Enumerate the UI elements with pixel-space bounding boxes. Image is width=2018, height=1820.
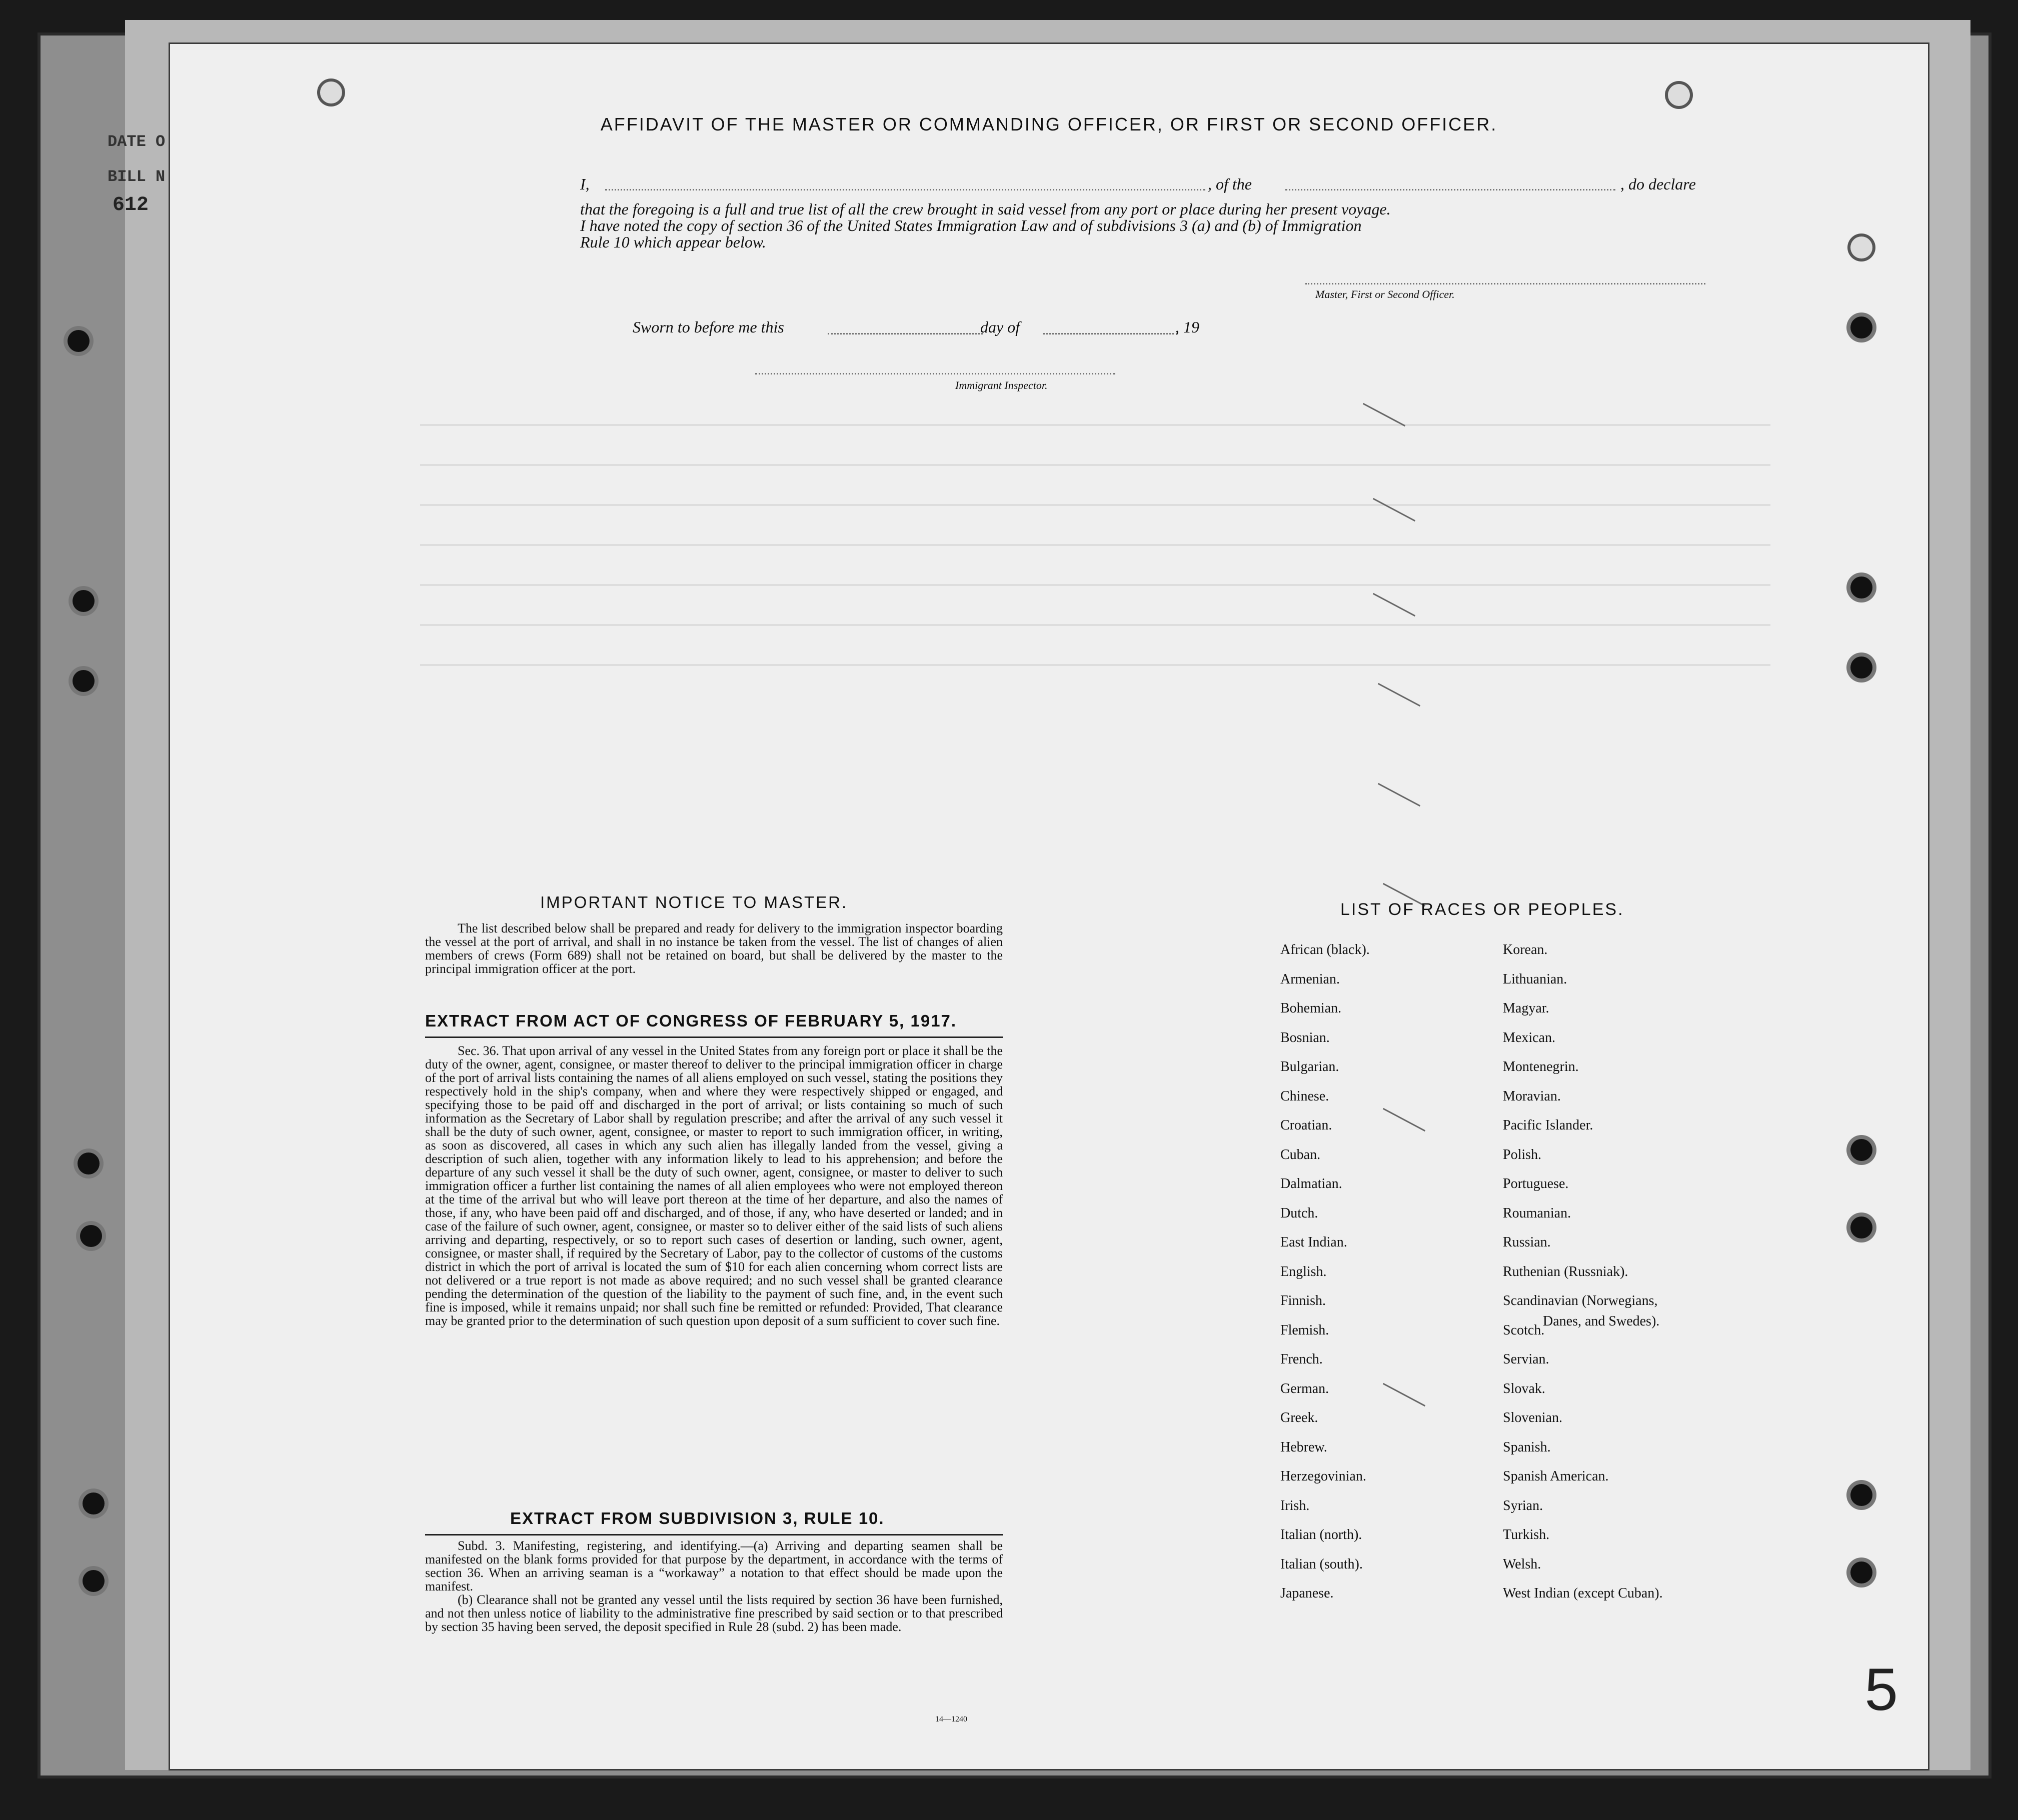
race-item: Roumanian. xyxy=(1503,1205,1571,1221)
race-item: Syrian. xyxy=(1503,1498,1543,1514)
race-item: Herzegovinian. xyxy=(1280,1468,1366,1484)
punch-hole xyxy=(73,590,95,612)
heading-rule xyxy=(425,1036,1003,1038)
punch-hole xyxy=(78,1152,100,1174)
affidavit-line-2: that the foregoing is a full and true list of all the crew brought in said vessel from any port or place during her present voyage. xyxy=(580,200,1391,218)
extract-act-body xyxy=(425,1044,1003,1328)
punch-hole xyxy=(1850,236,1872,258)
faint-row xyxy=(420,544,1770,546)
race-item: Welsh. xyxy=(1503,1556,1541,1572)
race-item: Korean. xyxy=(1503,942,1548,958)
tick-mark xyxy=(1383,1108,1425,1132)
races-column-1 xyxy=(1280,942,1370,1616)
punch-hole xyxy=(68,330,90,352)
race-item: Armenian. xyxy=(1280,971,1340,987)
extract-rule-heading: EXTRACT FROM SUBDIVISION 3, RULE 10. xyxy=(510,1509,885,1528)
extract-act-heading: EXTRACT FROM ACT OF CONGRESS OF FEBRUARY 5, 1917. xyxy=(425,1012,957,1030)
race-item: Scotch. xyxy=(1503,1322,1545,1338)
race-item: Russian. xyxy=(1503,1234,1551,1250)
affidavit-title: AFFIDAVIT OF THE MASTER OR COMMANDING OFFICER, OR FIRST OR SECOND OFFICER. xyxy=(600,114,1498,134)
vessel-blank xyxy=(1285,189,1615,190)
tick-mark xyxy=(1373,498,1415,522)
inspector-line xyxy=(755,373,1115,374)
race-item: Flemish. xyxy=(1280,1322,1329,1338)
punch-hole xyxy=(80,1225,102,1247)
faint-row xyxy=(420,424,1770,426)
race-item: Bohemian. xyxy=(1280,1000,1342,1016)
signature-line xyxy=(1305,283,1705,284)
affidavit-line-4: Rule 10 which appear below. xyxy=(580,233,766,251)
punch-hole xyxy=(1850,656,1872,678)
punch-hole xyxy=(83,1492,105,1514)
tick-mark xyxy=(1378,783,1420,806)
race-item: Ruthenian (Russniak). xyxy=(1503,1264,1628,1280)
race-item: French. xyxy=(1280,1352,1323,1367)
notice-title: IMPORTANT NOTICE TO MASTER. xyxy=(540,893,848,912)
notice-body-text: The list described below shall be prepared and ready for delivery to the immigration inspector boarding the vessel at the port of arrival, and shall in no instance be taken from the vessel. The list of changes of alien members of crews (Form 689) shall not be retained on board, but shall be delivered by the master to the principal immigration officer at the port. xyxy=(425,921,1003,976)
race-item: Dalmatian. xyxy=(1280,1176,1342,1192)
race-item: Pacific Islander. xyxy=(1503,1118,1593,1133)
faint-row xyxy=(420,584,1770,586)
race-item: Bulgarian. xyxy=(1280,1059,1339,1074)
races-title: LIST OF RACES OR PEOPLES. xyxy=(1340,900,1624,919)
punch-hole xyxy=(83,1570,105,1592)
faint-row xyxy=(420,624,1770,626)
faint-row xyxy=(420,504,1770,506)
race-item: Turkish. xyxy=(1503,1527,1550,1542)
race-item: Croatian. xyxy=(1280,1118,1332,1133)
affidavit-line-3: I have noted the copy of section 36 of the United States Immigration Law and of subdivisions 3 (a) and (b) of Immigration xyxy=(580,216,1362,234)
signer-caption: Master, First or Second Officer. xyxy=(1315,288,1455,300)
tick-mark xyxy=(1373,593,1415,616)
race-item: German. xyxy=(1280,1380,1329,1396)
tick-mark xyxy=(1363,403,1405,426)
faint-row xyxy=(420,664,1770,666)
punch-hole xyxy=(320,82,342,104)
race-item: Greek. xyxy=(1280,1410,1318,1426)
extract-rule-body xyxy=(425,1539,1003,1634)
name-blank xyxy=(605,189,1205,190)
punch-hole xyxy=(1850,1139,1872,1161)
affidavit-declare: , do declare xyxy=(1620,175,1696,193)
race-item: Lithuanian. xyxy=(1503,971,1567,987)
race-item: Portuguese. xyxy=(1503,1176,1569,1192)
heading-rule xyxy=(425,1534,1003,1536)
tick-mark xyxy=(1378,683,1420,706)
race-item: Finnish. xyxy=(1280,1293,1326,1308)
race-item: West Indian (except Cuban). xyxy=(1503,1586,1663,1601)
race-item: Hebrew. xyxy=(1280,1439,1327,1455)
sworn-text: Sworn to before me this xyxy=(633,318,784,336)
form-number: 14—1240 xyxy=(935,1715,967,1724)
race-item: Bosnian. xyxy=(1280,1030,1330,1046)
race-item: East Indian. xyxy=(1280,1234,1347,1250)
inspector-caption: Immigrant Inspector. xyxy=(955,379,1048,392)
race-item: African (black). xyxy=(1280,942,1370,958)
race-item: Slovenian. xyxy=(1503,1410,1562,1426)
bleed-through-text: DATE O xyxy=(108,132,166,151)
rule-subd-b: (b) Clearance shall not be granted any vessel until the lists required by section 36 have been furnished, and not then unless notice of liability to the administrative fine prescribed by said section or to that prescribed by section 35 having been served, the deposit specified in Rule 28 (subd. 2) has been made. xyxy=(425,1592,1003,1634)
race-item: Italian (north). xyxy=(1280,1527,1362,1542)
race-item: English. xyxy=(1280,1264,1327,1280)
affidavit-i: I, xyxy=(580,175,590,193)
tick-mark xyxy=(1383,1383,1425,1406)
punch-hole xyxy=(1850,1216,1872,1238)
month-blank xyxy=(1043,333,1178,334)
race-item: Servian. xyxy=(1503,1352,1549,1367)
rule-subd-a: Subd. 3. Manifesting, registering, and identifying.—(a) Arriving and departing seamen shall be manifested on the blank forms provided for that purpose by the department, in accordance with the terms of section 36. When an arriving seaman is a “workaway” a notation to that effect should be made upon the manifest. xyxy=(425,1538,1003,1594)
races-column-2 xyxy=(1503,942,1663,1616)
race-item: Spanish. xyxy=(1503,1439,1551,1455)
race-item: Mexican. xyxy=(1503,1030,1555,1046)
race-item: Cuban. xyxy=(1280,1146,1321,1162)
race-item: Montenegrin. xyxy=(1503,1059,1579,1074)
day-of-text: day of xyxy=(980,318,1020,336)
race-item: Italian (south). xyxy=(1280,1556,1363,1572)
extract-act-text: Sec. 36. That upon arrival of any vessel in the United States from any foreign port or place it shall be the duty of the owner, agent, consignee, or master thereof to deliver to the principal immigration officer in charge of the port of arrival lists containing the names of all aliens employed on such vessel, stating the positions they respectively hold in the ship's company, when and where they were respectively shipped or engaged, and specifying those to be paid off and discharged in the port of arrival; or lists containing so much of such information as the Secretary of Labor shall by regulation prescribe; and after the arrival of any such vessel it shall be the duty of such owner, agent, consignee, or master to report to such immigration officer, in writing, as soon as discovered, all cases in which any such alien has illegally landed from the vessel, giving a description of such alien, together with any information likely to lead to his apprehension; and before the departure of any such vessel it shall be the duty of such owner, agent, consignee, or master to deliver to such immigration officer a further list containing the names of all alien employees who were not employed thereon at the time of the arrival but who will leave port thereon at the time of her departure, and also the names of those, if any, who have been paid off and discharged, and of those, if any, who have deserted or landed; and in case of the failure of such owner, agent, consignee, or master so to deliver either of the said lists of such aliens arriving and departing, respectively, or so to report such cases of desertion or landing, such owner, agent, consignee, or master shall, if required by the Secretary of Labor, pay to the collector of customs of the customs district in which the port of arrival is located the sum of $10 for each alien concerning whom correct lists are not delivered or a true report is not made as above required; and no such vessel shall be granted clearance pending the determination of the question of the liability to the payment of such fine, and, in the event such fine is imposed, while it remains unpaid; nor shall such fine be remitted or refunded: Provided, That clearance may be granted prior to the determination of such question upon deposit of a sum sufficient to cover such fine. xyxy=(425,1044,1003,1328)
race-item: Slovak. xyxy=(1503,1380,1545,1396)
faint-row xyxy=(420,464,1770,466)
punch-hole xyxy=(73,670,95,692)
side-stamp: 612 xyxy=(113,194,149,216)
race-item: Irish. xyxy=(1280,1498,1310,1514)
year-text: , 19 xyxy=(1175,318,1199,336)
punch-hole xyxy=(1850,316,1872,338)
corner-mark: 5 xyxy=(1864,1656,1898,1723)
race-item: Moravian. xyxy=(1503,1088,1561,1104)
punch-hole xyxy=(1668,84,1690,106)
affidavit-of-the: , of the xyxy=(1208,175,1252,193)
race-item: Dutch. xyxy=(1280,1205,1318,1221)
race-item: Spanish American. xyxy=(1503,1468,1609,1484)
race-item: Japanese. xyxy=(1280,1586,1334,1601)
punch-hole xyxy=(1850,576,1872,598)
bleed-through-text: BILL N xyxy=(108,168,166,186)
race-item: Scandinavian (Norwegians, xyxy=(1503,1293,1658,1308)
notice-body xyxy=(425,922,1003,976)
race-item: Polish. xyxy=(1503,1146,1542,1162)
race-item: Chinese. xyxy=(1280,1088,1329,1104)
race-item: Magyar. xyxy=(1503,1000,1549,1016)
punch-hole xyxy=(1850,1484,1872,1506)
day-blank xyxy=(828,333,983,334)
punch-hole xyxy=(1850,1562,1872,1584)
race-item-continuation: Danes, and Swedes). xyxy=(1543,1314,1660,1329)
